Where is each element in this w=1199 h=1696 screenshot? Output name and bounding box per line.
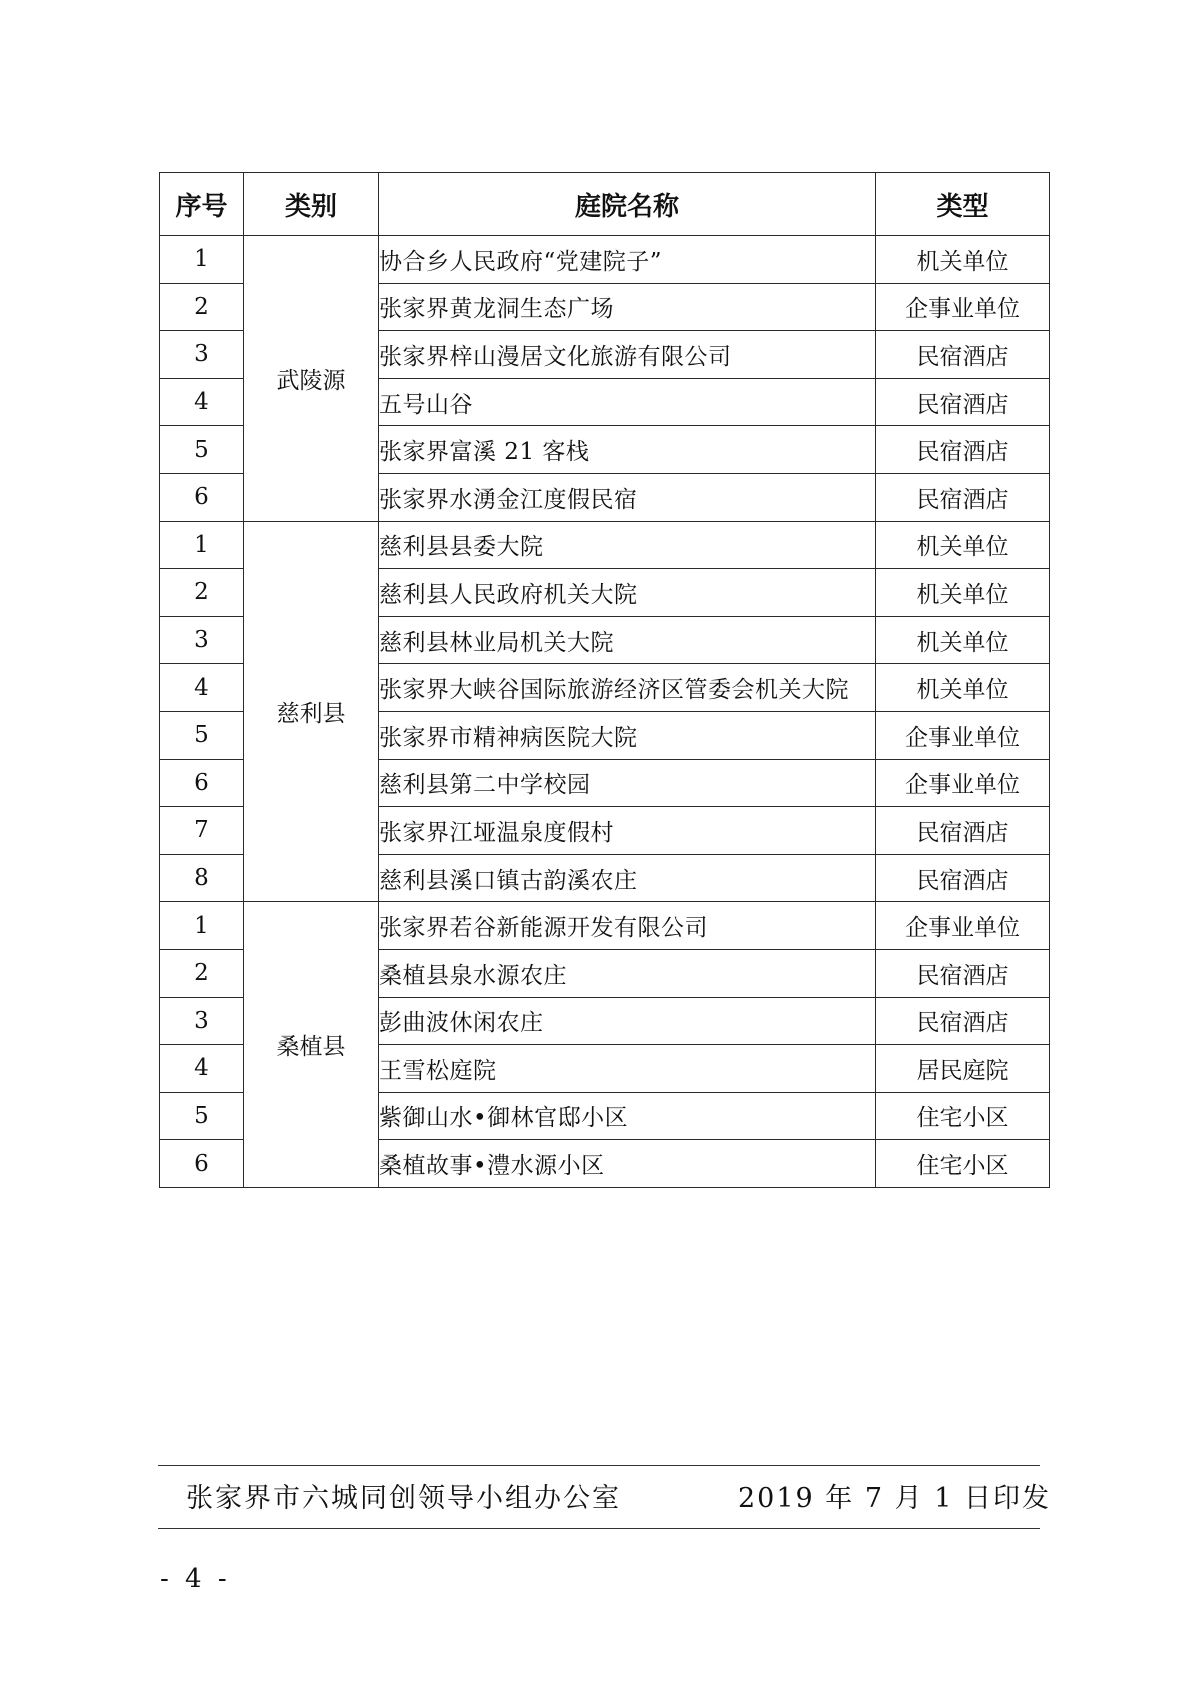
row-number: 6 bbox=[160, 759, 244, 807]
row-number: 8 bbox=[160, 854, 244, 902]
garden-type: 企事业单位 bbox=[876, 902, 1050, 950]
garden-name: 五号山谷 bbox=[379, 378, 876, 426]
header-category: 类别 bbox=[244, 173, 379, 236]
row-number: 2 bbox=[160, 949, 244, 997]
garden-type: 住宅小区 bbox=[876, 1092, 1050, 1140]
page-number: - 4 - bbox=[160, 1564, 231, 1594]
garden-type: 民宿酒店 bbox=[876, 807, 1050, 855]
garden-type: 机关单位 bbox=[876, 236, 1050, 284]
header-name: 庭院名称 bbox=[379, 173, 876, 236]
row-number: 4 bbox=[160, 1045, 244, 1093]
garden-type: 机关单位 bbox=[876, 664, 1050, 712]
garden-name: 桑植故事•澧水源小区 bbox=[379, 1140, 876, 1188]
table-row bbox=[160, 236, 1050, 284]
table-body bbox=[160, 236, 1050, 1188]
garden-type: 机关单位 bbox=[876, 569, 1050, 617]
garden-name: 张家界大峡谷国际旅游经济区管委会机关大院 bbox=[379, 664, 876, 712]
garden-type: 企事业单位 bbox=[876, 283, 1050, 331]
row-number: 5 bbox=[160, 1092, 244, 1140]
garden-type: 住宅小区 bbox=[876, 1140, 1050, 1188]
garden-name: 张家界水湧金江度假民宿 bbox=[379, 473, 876, 521]
garden-name: 紫御山水•御林官邸小区 bbox=[379, 1092, 876, 1140]
garden-type: 企事业单位 bbox=[876, 759, 1050, 807]
issue-date: 2019 年 7 月 1 日印发 bbox=[738, 1483, 1051, 1514]
garden-type: 民宿酒店 bbox=[876, 997, 1050, 1045]
header-type: 类型 bbox=[876, 173, 1050, 236]
garden-type: 民宿酒店 bbox=[876, 378, 1050, 426]
row-number: 5 bbox=[160, 426, 244, 474]
row-number: 7 bbox=[160, 807, 244, 855]
row-number: 4 bbox=[160, 664, 244, 712]
garden-name: 慈利县人民政府机关大院 bbox=[379, 569, 876, 617]
garden-type: 民宿酒店 bbox=[876, 949, 1050, 997]
category-cell: 桑植县 bbox=[244, 902, 379, 1188]
garden-name: 慈利县第二中学校园 bbox=[379, 759, 876, 807]
garden-type: 民宿酒店 bbox=[876, 426, 1050, 474]
gardens-table bbox=[159, 172, 1050, 1188]
row-number: 3 bbox=[160, 997, 244, 1045]
garden-name: 张家界若谷新能源开发有限公司 bbox=[379, 902, 876, 950]
garden-name: 张家界江垭温泉度假村 bbox=[379, 807, 876, 855]
garden-name: 张家界黄龙洞生态广场 bbox=[379, 283, 876, 331]
garden-type: 企事业单位 bbox=[876, 711, 1050, 759]
garden-name: 协合乡人民政府“党建院子” bbox=[379, 236, 876, 284]
category-cell: 武陵源 bbox=[244, 236, 379, 522]
row-number: 4 bbox=[160, 378, 244, 426]
row-number: 5 bbox=[160, 711, 244, 759]
garden-name: 张家界市精神病医院大院 bbox=[379, 711, 876, 759]
garden-name: 慈利县林业局机关大院 bbox=[379, 616, 876, 664]
garden-name: 慈利县县委大院 bbox=[379, 521, 876, 569]
garden-type: 民宿酒店 bbox=[876, 854, 1050, 902]
row-number: 3 bbox=[160, 616, 244, 664]
table-header-row bbox=[160, 173, 1050, 236]
garden-name: 彭曲波休闲农庄 bbox=[379, 997, 876, 1045]
garden-type: 民宿酒店 bbox=[876, 331, 1050, 379]
garden-type: 机关单位 bbox=[876, 616, 1050, 664]
garden-type: 居民庭院 bbox=[876, 1045, 1050, 1093]
garden-name: 桑植县泉水源农庄 bbox=[379, 949, 876, 997]
garden-name: 张家界梓山漫居文化旅游有限公司 bbox=[379, 331, 876, 379]
row-number: 1 bbox=[160, 902, 244, 950]
row-number: 2 bbox=[160, 569, 244, 617]
garden-type: 机关单位 bbox=[876, 521, 1050, 569]
table-row bbox=[160, 521, 1050, 569]
row-number: 3 bbox=[160, 331, 244, 379]
garden-name: 慈利县溪口镇古韵溪农庄 bbox=[379, 854, 876, 902]
row-number: 6 bbox=[160, 1140, 244, 1188]
footer-bottom-rule bbox=[158, 1528, 1040, 1529]
row-number: 1 bbox=[160, 236, 244, 284]
issuer-text: 张家界市六城同创领导小组办公室 bbox=[186, 1483, 621, 1514]
row-number: 1 bbox=[160, 521, 244, 569]
garden-type: 民宿酒店 bbox=[876, 473, 1050, 521]
footer-top-rule bbox=[158, 1465, 1040, 1466]
category-cell: 慈利县 bbox=[244, 521, 379, 902]
row-number: 2 bbox=[160, 283, 244, 331]
garden-name: 张家界富溪 21 客栈 bbox=[379, 426, 876, 474]
header-no: 序号 bbox=[160, 173, 244, 236]
table-row bbox=[160, 902, 1050, 950]
garden-name: 王雪松庭院 bbox=[379, 1045, 876, 1093]
row-number: 6 bbox=[160, 473, 244, 521]
